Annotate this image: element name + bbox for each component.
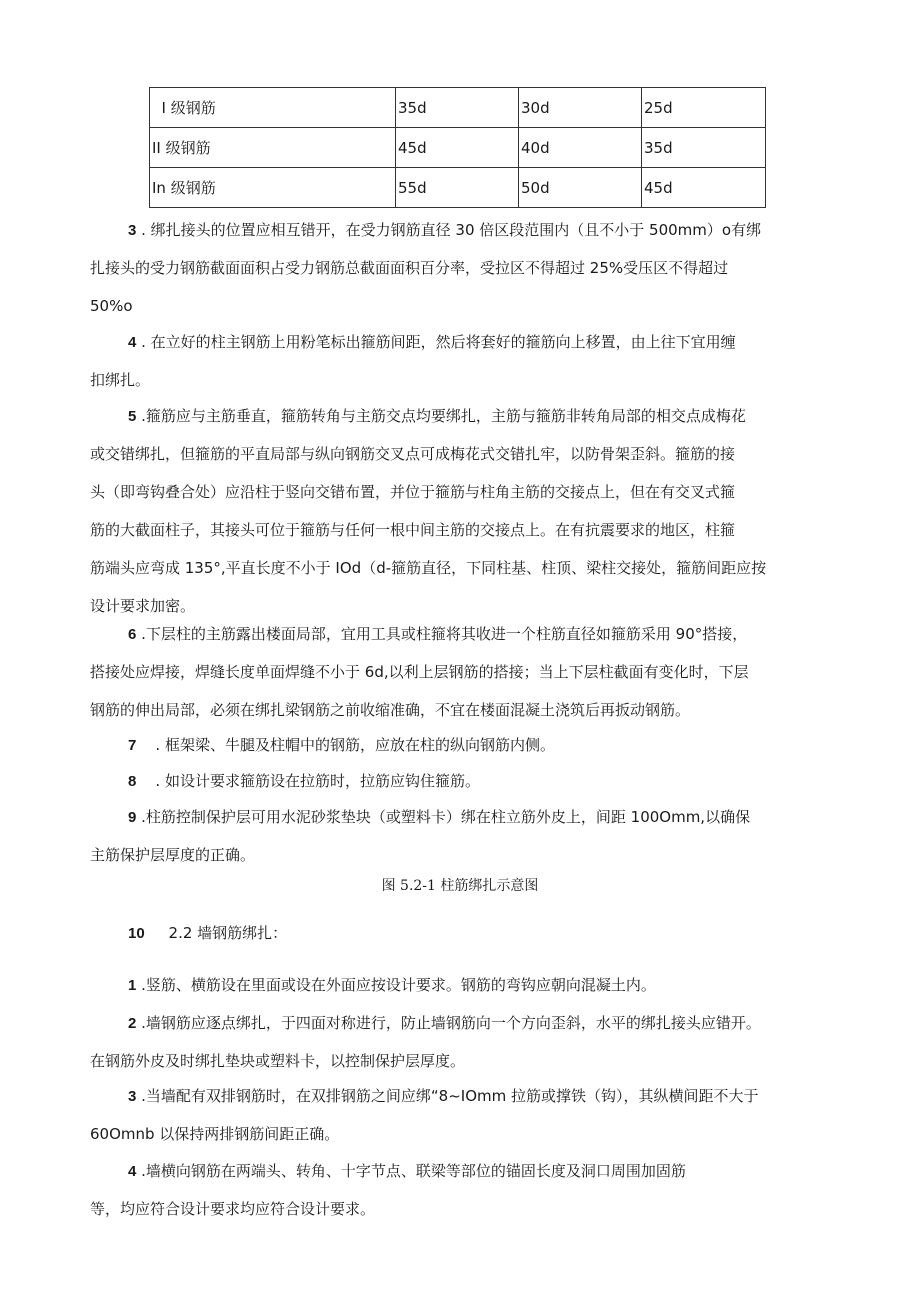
paragraph-4 — [90, 323, 832, 399]
paragraph-5 — [90, 397, 832, 625]
paragraph-number: 3 — [128, 1088, 137, 1105]
paragraph-number: 4 — [128, 1163, 137, 1180]
paragraph-line: .下层柱的主筋露出楼面局部，宜用工具或柱箍将其收进一个柱筋直径如箍筋采用 90°搭接， — [136, 625, 748, 643]
paragraph-7 — [90, 726, 832, 764]
paragraph-line: 头（即弯钩叠合处）应沿柱于竖向交错布置，并位于箍筋与柱角主筋的交接点上，但在有交叉式箍 — [90, 483, 736, 501]
paragraph-line: .竖筋、横筋设在里面或设在外面应按设计要求。钢筋的弯钩应朝向混凝土内。 — [136, 976, 656, 994]
paragraph-line: 设计要求加密。 — [90, 597, 196, 615]
wall-paragraph-3 — [90, 1077, 832, 1153]
paragraph-number: 2 — [128, 1015, 137, 1032]
table-row — [150, 128, 766, 168]
paragraph-line: .柱筋控制保护层可用水泥砂浆垫块（或塑料卡）绑在柱立筋外皮上，间距 100Omm,以确保 — [136, 808, 751, 826]
paragraph-line: 扎接头的受力钢筋截面面积占受力钢筋总截面面积百分率，受拉区不得超过 25%受压区不得超过 — [90, 259, 729, 277]
wall-paragraph-4 — [90, 1152, 832, 1228]
figure-caption: 图 5.2-1 柱筋绑扎示意图 — [381, 878, 539, 894]
rebar-anchorage-table — [149, 87, 766, 208]
table-cell: 45d — [642, 168, 766, 208]
paragraph-line: .墙横向钢筋在两端头、转角、十字节点、联梁等部位的锚固长度及洞口周围加固筋 — [136, 1162, 686, 1180]
table-row — [150, 168, 766, 208]
paragraph-line: . 绑扎接头的位置应相互错开，在受力钢筋直径 30 倍区段范围内（且不小于 500mm）o有绑 — [136, 221, 762, 239]
wall-paragraph-2 — [90, 1004, 832, 1080]
paragraph-number: 6 — [128, 626, 137, 643]
section-number: 10 — [128, 925, 145, 942]
paragraph-line: 等，均应符合设计要求均应符合设计要求。 — [90, 1200, 376, 1218]
paragraph-line: . 在立好的柱主钢筋上用粉笔标出箍筋间距，然后将套好的箍筋向上移置，由上往下宜用缠 — [136, 333, 736, 351]
paragraph-line: 筋端头应弯成 135°,平直长度不小于 IOd（d-箍筋直径，下同柱基、柱顶、梁柱交接处，箍筋间距应按 — [90, 559, 767, 577]
paragraph-6 — [90, 615, 832, 729]
paragraph-line: .箍筋应与主筋垂直，箍筋转角与主筋交点均要绑扎，主筋与箍筋非转角局部的相交点成梅花 — [136, 407, 746, 425]
paragraph-line: 50%o — [90, 297, 133, 315]
table-cell: 35d — [642, 128, 766, 168]
table-cell: I 级钢筋 — [150, 88, 396, 128]
table-cell: 30d — [519, 88, 642, 128]
paragraph-line: . 框架梁、牛腿及柱帽中的钢筋，应放在柱的纵向钢筋内侧。 — [136, 736, 555, 754]
section-heading — [90, 914, 832, 952]
paragraph-number: 7 — [128, 737, 137, 754]
table-cell: 45d — [396, 128, 519, 168]
table-cell: 25d — [642, 88, 766, 128]
paragraph-line: 或交错绑扎，但箍筋的平直局部与纵向钢筋交叉点可成梅花式交错扎牢，以防骨架歪斜。箍筋的接 — [90, 445, 736, 463]
paragraph-line: 60Omnb 以保持两排钢筋间距正确。 — [90, 1125, 340, 1143]
paragraph-line: 钢筋的伸出局部，必须在绑扎梁钢筋之前收缩准确，不宜在楼面混凝土浇筑后再扳动钢筋。 — [90, 701, 691, 719]
paragraph-number: 3 — [128, 222, 137, 239]
paragraph-line: 搭接处应焊接，焊缝长度单面焊缝不小于 6d,以利上层钢筋的搭接；当上下层柱截面有变化时，下层 — [90, 663, 749, 681]
paragraph-9 — [90, 798, 832, 874]
paragraph-line: .当墙配有双排钢筋时，在双排钢筋之间应绑“8~IOmm 拉筋或撑铁（钩），其纵横间距不大于 — [136, 1087, 759, 1105]
paragraph-line: 扣绑扎。 — [90, 371, 151, 389]
paragraph-number: 5 — [128, 408, 137, 425]
paragraph-number: 4 — [128, 334, 137, 351]
table-cell: 35d — [396, 88, 519, 128]
paragraph-number: 9 — [128, 809, 137, 826]
paragraph-line: 筋的大截面柱子，其接头可位于箍筋与任何一根中间主筋的交接点上。在有抗震要求的地区，柱箍 — [90, 521, 736, 539]
table-cell: 50d — [519, 168, 642, 208]
table-row — [150, 88, 766, 128]
paragraph-line: 在钢筋外皮及时绑扎垫块或塑料卡，以控制保护层厚度。 — [90, 1052, 466, 1070]
table-cell: 40d — [519, 128, 642, 168]
table-cell: II 级钢筋 — [150, 128, 396, 168]
paragraph-number: 1 — [128, 977, 137, 994]
table-cell: In 级钢筋 — [150, 168, 396, 208]
paragraph-line: .墙钢筋应逐点绑扎，于四面对称进行，防止墙钢筋向一个方向歪斜，水平的绑扎接头应错开。 — [136, 1014, 761, 1032]
paragraph-number: 8 — [128, 773, 137, 790]
paragraph-3 — [90, 211, 832, 325]
section-title: 2.2 墙钢筋绑扎： — [144, 924, 288, 942]
paragraph-line: 主筋保护层厚度的正确。 — [90, 846, 256, 864]
wall-paragraph-1 — [90, 966, 832, 1004]
paragraph-8 — [90, 762, 832, 800]
paragraph-line: . 如设计要求箍筋设在拉筋时，拉筋应钩住箍筋。 — [136, 772, 480, 790]
table-cell: 55d — [396, 168, 519, 208]
